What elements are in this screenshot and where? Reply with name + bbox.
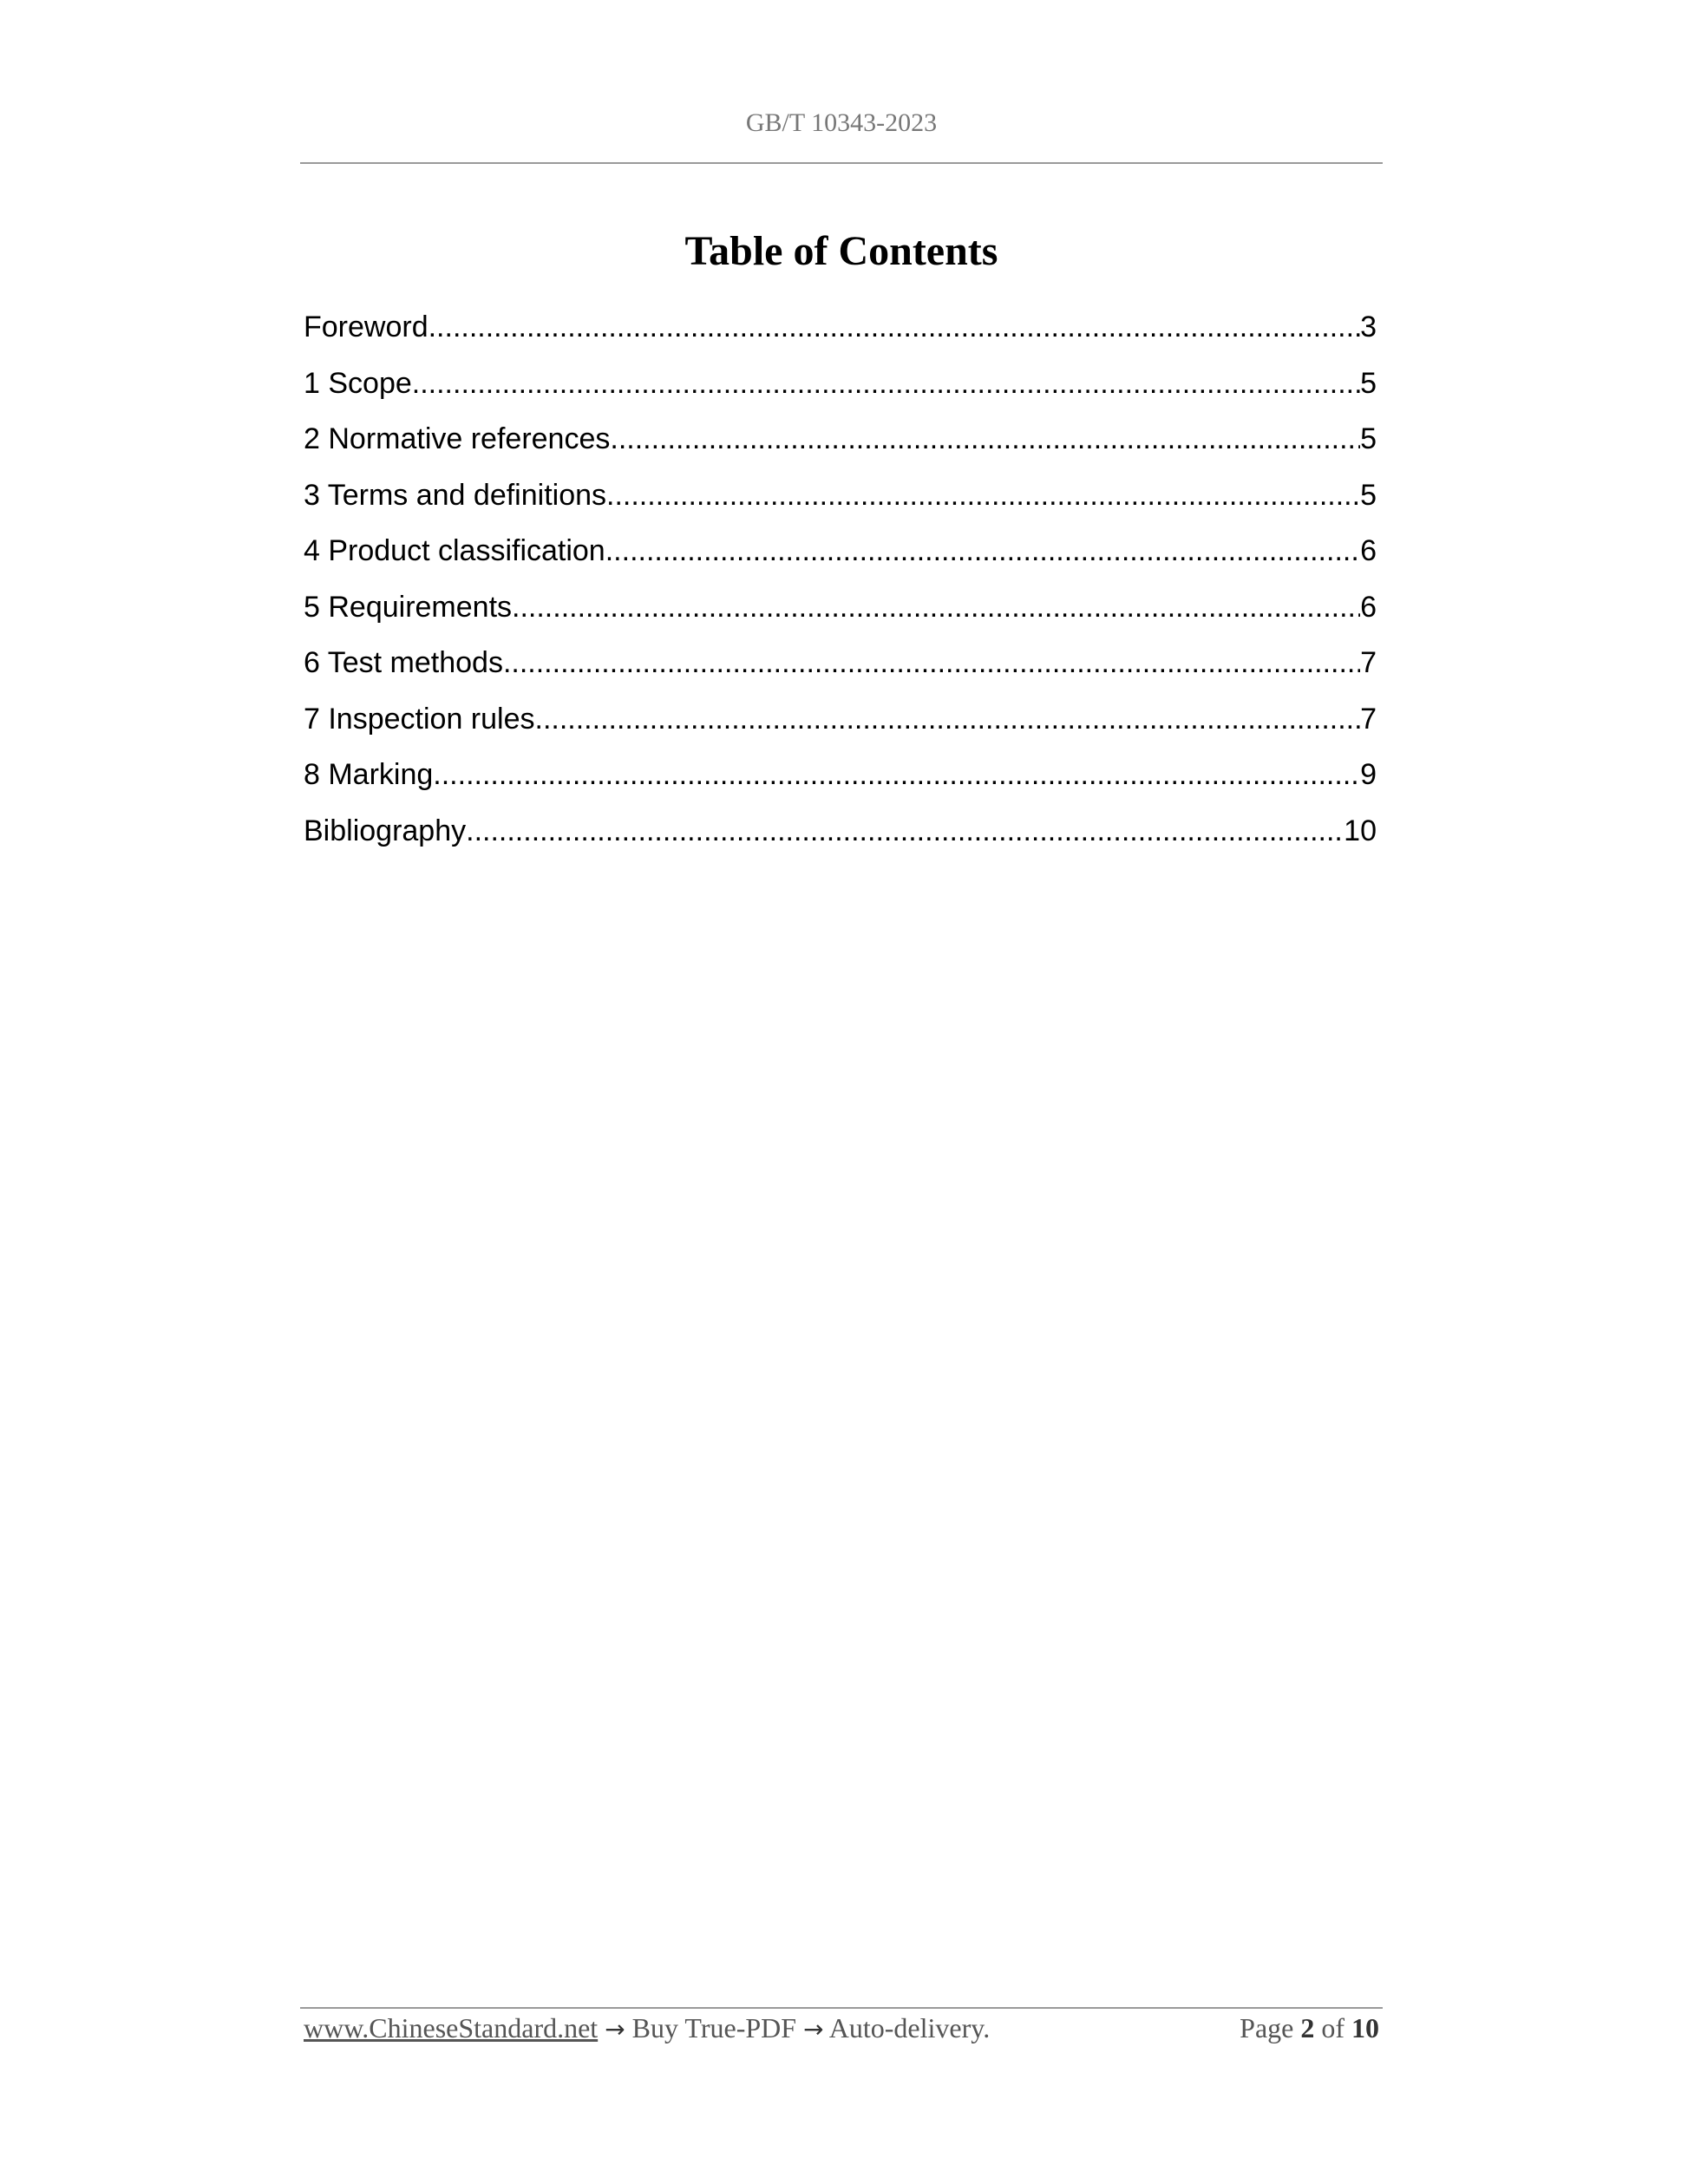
toc-entry-label: 1 Scope xyxy=(304,366,412,400)
header-divider xyxy=(300,162,1383,164)
dot-leader xyxy=(535,703,1361,736)
toc-entry-label: 5 Requirements xyxy=(304,590,513,624)
toc-entry-label: 7 Inspection rules xyxy=(304,702,535,736)
page-number-indicator xyxy=(1240,2012,1379,2044)
dot-leader xyxy=(512,591,1360,624)
toc-entry-page: 6 xyxy=(1360,590,1377,624)
dot-leader xyxy=(606,479,1360,513)
toc-entry-label: 4 Product classification xyxy=(304,534,605,567)
toc-entry-marking[interactable] xyxy=(304,758,1377,814)
dot-leader xyxy=(466,814,1344,848)
dot-leader xyxy=(503,646,1360,680)
toc-entry-label: Bibliography xyxy=(304,814,467,847)
toc-entry-label: 3 Terms and definitions xyxy=(304,478,607,512)
dot-leader xyxy=(605,534,1360,568)
toc-entry-terms-and-definitions[interactable] xyxy=(304,479,1377,535)
toc-entry-bibliography[interactable] xyxy=(304,814,1377,871)
document-id-header: GB/T 10343-2023 xyxy=(745,108,938,137)
dot-leader xyxy=(429,311,1360,344)
page-word: Page xyxy=(1240,2012,1294,2043)
auto-delivery-text: Auto-delivery. xyxy=(828,2012,991,2043)
toc-entry-page: 9 xyxy=(1360,758,1377,791)
toc-entry-inspection-rules[interactable] xyxy=(304,703,1377,759)
toc-entry-scope[interactable] xyxy=(304,367,1377,423)
toc-entry-page: 3 xyxy=(1360,311,1377,343)
toc-entry-label: 2 Normative references xyxy=(304,422,611,455)
toc-entry-label: 6 Test methods xyxy=(304,646,503,679)
toc-entry-test-methods[interactable] xyxy=(304,646,1377,703)
toc-entry-page: 7 xyxy=(1360,702,1377,736)
dot-leader xyxy=(610,422,1360,456)
toc-entry-page: 5 xyxy=(1360,422,1377,455)
toc-entry-page: 6 xyxy=(1360,534,1377,567)
page-footer xyxy=(304,2012,1379,2050)
toc-entry-requirements[interactable] xyxy=(304,591,1377,647)
footer-divider xyxy=(300,2007,1383,2009)
right-arrow-icon: → xyxy=(605,2015,625,2043)
toc-entry-page: 5 xyxy=(1360,366,1377,400)
footer-purchase-line xyxy=(304,2012,990,2044)
dot-leader xyxy=(412,367,1360,401)
toc-entry-label: 8 Marking xyxy=(304,758,434,791)
toc-entry-product-classification[interactable] xyxy=(304,534,1377,591)
right-arrow-icon: → xyxy=(803,2015,824,2043)
toc-entry-foreword[interactable] xyxy=(304,311,1377,367)
toc-entry-page: 5 xyxy=(1360,478,1377,512)
toc-entry-page: 7 xyxy=(1360,646,1377,679)
current-page-number: 2 xyxy=(1300,2012,1315,2043)
buy-true-pdf-text: Buy True-PDF xyxy=(631,2012,797,2043)
table-of-contents xyxy=(304,311,1377,870)
total-page-count: 10 xyxy=(1351,2012,1379,2043)
toc-entry-label: Foreword xyxy=(304,311,429,343)
page-title: Table of Contents xyxy=(684,228,998,274)
toc-entry-page: 10 xyxy=(1344,814,1377,847)
toc-entry-normative-references[interactable] xyxy=(304,422,1377,479)
site-link[interactable]: www.ChineseStandard.net xyxy=(304,2012,599,2043)
of-word: of xyxy=(1321,2012,1345,2043)
dot-leader xyxy=(433,758,1360,792)
